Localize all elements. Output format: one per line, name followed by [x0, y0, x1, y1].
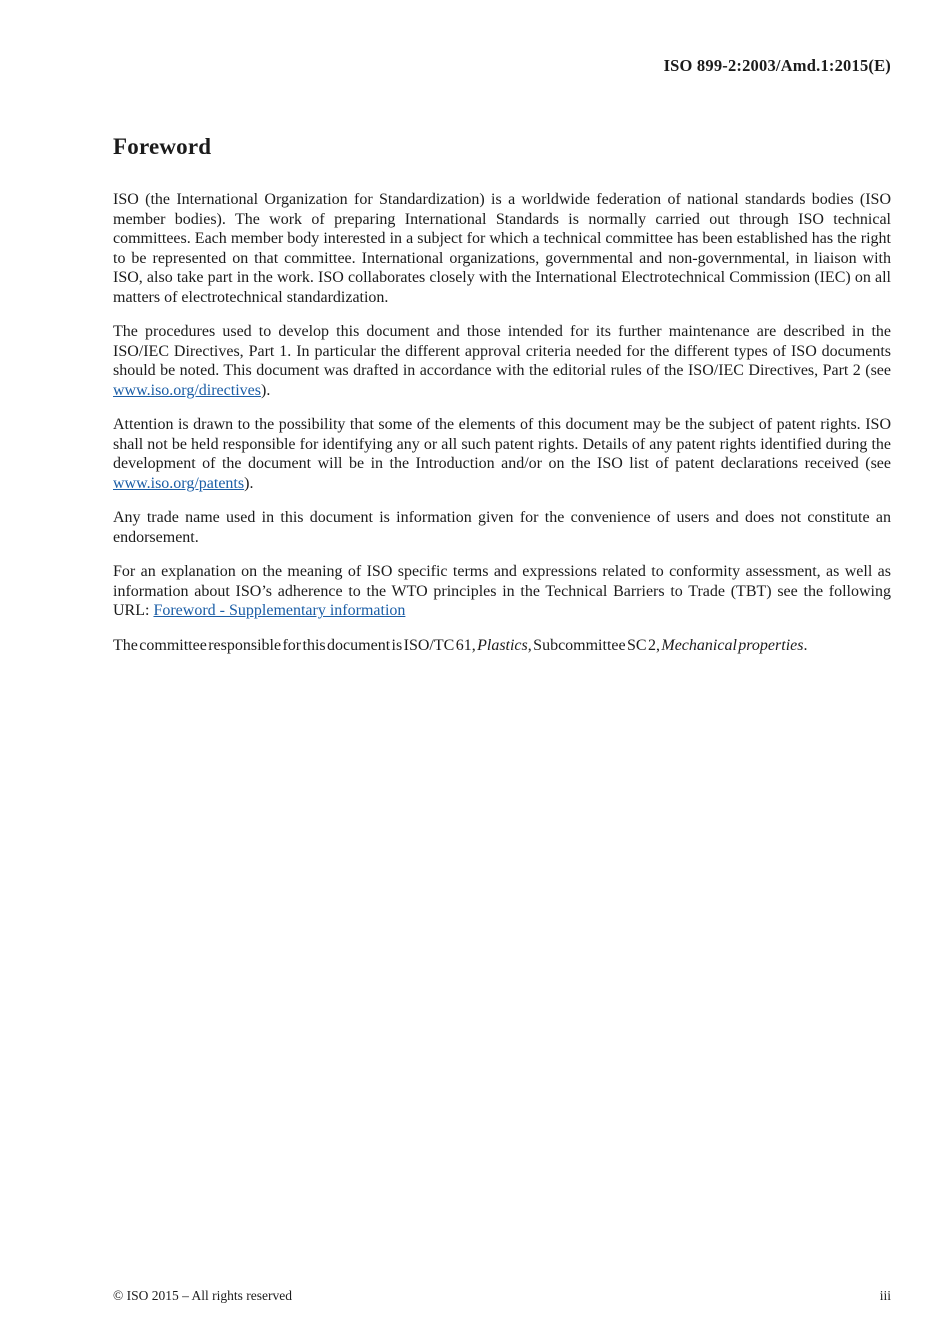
paragraph-text: For an explanation on the meaning of ISO specific terms and expressions related to conformity assessment, as well as information about ISO’s adherence to the WTO principles in the Technical Barriers to Trade (TBT) see the following URL: — [113, 563, 891, 620]
paragraph-text: ). — [260, 381, 271, 399]
iso-patents-link[interactable]: www.iso.org/patents — [113, 474, 245, 492]
paragraph-text: The committee responsible for this document is ISO/TC 61, — [113, 636, 478, 654]
paragraph-text: . — [803, 636, 808, 654]
paragraph-text: Attention is drawn to the possibility that some of the elements of this document may be the subject of patent rights. ISO shall not be held responsible for identifying any or all such patent rights. Details of any patent rights identified during the development of the document will be in the Introduction and/or on the ISO list of patent declarations received (see — [113, 416, 891, 473]
paragraph-text: The procedures used to develop this document and those intended for its further maintenance are described in the ISO/IEC Directives, Part 1. In particular the different approval criteria needed for the different types of ISO documents should be noted. This document was drafted in accordance with the editorial rules of the ISO/IEC Directives, Part 2 (see — [113, 323, 891, 380]
committee-name-plastics: Plastics — [477, 636, 528, 654]
paragraph-wto-tbt — [113, 562, 891, 621]
subcommittee-name-mechanical-properties: Mechanical properties — [661, 636, 804, 654]
paragraph-text: , Subcommittee SC 2, — [527, 636, 662, 654]
paragraph-text: ). — [244, 474, 254, 492]
iso-directives-link[interactable]: www.iso.org/directives — [113, 381, 261, 399]
paragraph-committee — [113, 636, 891, 656]
foreword-supplementary-link[interactable]: Foreword - Supplementary information — [153, 602, 406, 620]
paragraph-trade-name: Any trade name used in this document is information given for the convenience of users and does not constitute an endorsement. — [113, 509, 891, 546]
paragraph-procedures — [113, 322, 891, 400]
document-reference: ISO 899-2:2003/Amd.1:2015(E) — [663, 56, 891, 75]
paragraph-patent-rights — [113, 415, 891, 493]
page-number: iii — [879, 1288, 891, 1303]
page-footer — [113, 1288, 891, 1304]
paragraph-iso-federation: ISO (the International Organization for Standardization) is a worldwide federation of national standards bodies (ISO member bodies). The work of preparing International Standards is normally carried out through ISO technical committees. Each member body interested in a subject for which a technical committee has been established has the right to be represented on that committee. International organizations, governmental and non-governmental, in liaison with ISO, also take part in the work. ISO collaborates closely with the International Electrotechnical Commission (IEC) on all matters of electrotechnical standardization. — [113, 191, 891, 306]
foreword-section — [113, 134, 891, 655]
section-title: Foreword — [113, 134, 212, 159]
copyright-notice: © ISO 2015 – All rights reserved — [113, 1288, 292, 1303]
